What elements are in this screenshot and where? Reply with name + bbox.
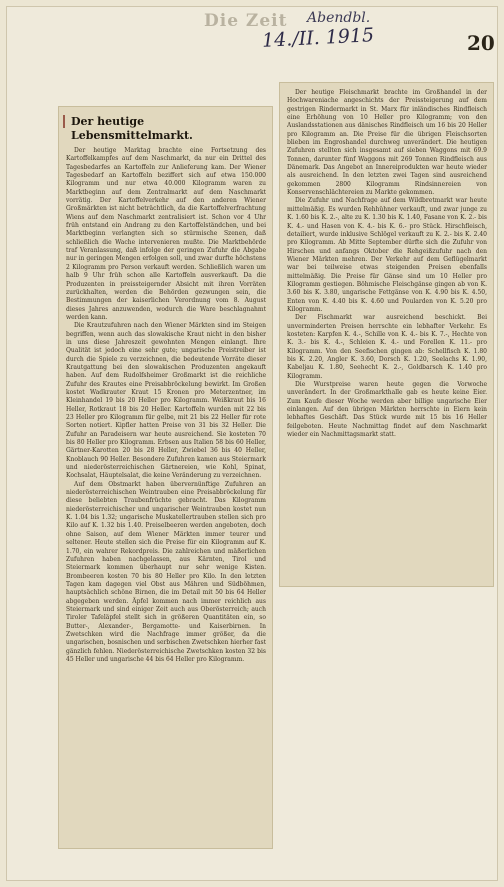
paragraph-vegetable-market: Die Krautzufuhren nach den Wiener Märkten sind im Steigen begriffen, wenn auch das slowakische Kraut nicht in den bisher in uns diese Jahreszeit gewohnten Mengen einlangt. Ihre Qualität ist jedoch eine sehr gute; ungarische Preistreiber ist durch die Spiele zu verzeichnen, die bedeutende Vorräte dieser Krautgattung bei den slowakischen Produzenten angekauft haben. Auf dem Rudolfsheimer Großmarkt ist die reichliche Zufuhr des Krautes eine Preisabbröckelung bewirkt. Im Großen kostet Wadkrauter Kraut 15 Kronen pro Meterzentner, im Kleinhandel 19 bis 20 Heller pro Kilogramm. Weißkraut bis 16 Heller, Rotkraut 18 bis 20 Heller. Kartoffeln wurden mit 22 bis 23 Heller pro Kilogramm für gelbe, mit 21 bis 22 Heller für rote Sorten notiert. Kipfler hatten Preise von 31 bis 32 Heller. Die Zufuhr an Paradeisern war heute ausreichend. Sie kosteten 70 bis 80 Heller pro Kilogramm. Erbsen aus Italien 58 bis 60 Heller, Gärtner-Karotten 20 bis 28 Heller, Zwiebel 36 bis 40 Heller, Knoblauch 90 Heller. Besondere Zufuhren kamen aus Steiermark und niederösterreichischen Gärtnereien, wie Kohl, Spinat, Kochsalat, Häuptelsalat, die keine Veränderung zu verzeichnen. — [66, 322, 266, 480]
paragraph-fruit-market: Auf dem Obstmarkt haben übervernünftige Zufuhren an niederösterreichischen Weintrauben eine Preisabbröckelung für diese beliebten Traubenfrüchte gebracht. Das Kilogramm niederösterreichischer und ungarischer Weintrauben kostet nun K. 1.04 bis 1.32; ungarische Muskatellertrauben stellen sich pro Kilo auf K. 1.32 bis 1.40. Preiselbeeren werden angeboten, doch ohne Saison, auf dem Wiener Märkten immer teurer und seltener. Heute stellen sich die Preise für ein Kilogramm auf K. 1.70, ein wahrer Rekordpreis. Die zahlreichen und mäßerlichen Zufuhren haben nachgelassen, aus Kärnten, Tirol und Steiermark kommen überhaupt nur sehr wenige Kisten. Brombeeren kosten 70 bis 80 Heller pro Kilo. In den letzten Tagen kam dagegen viel Obst aus Mähren und Südböhmen, hauptsächlich schöne Birnen, die im Detail mit 50 bis 64 Heller abgegeben werden. Äpfel kommen nach immer reichlich aus Steiermark und sind einiger Zeit auch aus Oberösterreich; auch Tiroler Tafeläpfel stellt sich in größeren Quantitäten ein, so Butter-, Alexander-, Bergamotte- und Kaiserbirnen. In Zwetschken wird die Nachfrage immer größer, da die ungarischen, bosnischen und serbischen Zwetschken hierher fast gänzlich fehlen. Niederösterreichische Zwetschken kosten 32 bis 45 Heller und ungarische 44 bis 64 Heller pro Kilogramm. — [66, 480, 266, 663]
paragraph-game-poultry-market: Die Zufuhr und Nachfrage auf dem Wildbretmarkt war heute mittelmäßig. Es wurden Rehhühner verkauft, und zwar junge zu K. 1.60 bis K. 2.-, alte zu K. 1.30 bis K. 1.40, Fasane von K. 2.- bis K. 4.- und Hasen von K. 4.- bis K. 6.- pro Stück. Hirschfleisch, detailiert, wurde inklusive Schlögel verkauft zu K. 2.- bis K. 2.40 pro Kilogramm. Ab Mitte September dürfte sich die Zufuhr von Hirschen und anfangs Oktober die Rehgeißzufuhr nach den Wiener Märkten mehren. Der Verkehr auf dem Geflügelmarkt war bei teilweise etwas steigenden Preisen ebenfalls mittelmäßig. Die Preise für Gänse sind um 10 Heller pro Kilogramm gestiegen. Böhmische Fleischgänse gingen ab von K. 3.60 bis K. 3.80, ungarische Fettgänse von K. 4.90 bis K. 4.50, Enten von K. 4.40 bis K. 4.60 und Poularden von K. 5.20 pro Kilogramm. — [287, 197, 487, 313]
clipping-right-column — [280, 83, 493, 586]
handwritten-date: 14./II. 1915 — [261, 24, 375, 52]
paragraph-potato-market: Der heutige Marktag brachte eine Fortsetzung des Kartoffelkampfes auf dem Naschmarkt, da nur ein Drittel des Tagesbedarfes an Kartoffeln zur Anlieferung kam. Der Wiener Tagesbedarf an Kartoffeln beziffert sich auf etwa 150.000 Kilogramm und nur etwa 40.000 Kilogramm waren zu Marktbeginn auf dem Zentralmarkt auf dem Naschmarkt vorrätig. Der Kartoffelverkehr auf den anderen Wiener Großmärkten ist nicht beträchtlich, da die Kartoffelverfrachtung Wiens auf dem Naschmarkt zentralisiert ist. Schon vor 4 Uhr früh entstand ein Andrang zu den Kartoffelständchen, und bei Marktbeginn verlangten sich so stürmische Szenen, daß schließlich die Wache intervenieren mußte. Die Marktbehörde traf Veranlassung, daß infolge der geringen Zufuhr die Abgabe nur in geringen Mengen erfolgen soll, und zwar durfte höchstens 2 Kilogramm pro Person verkauft werden. Schließlich waren um halb 9 Uhr früh schon alle Kartoffeln ausverkauft. Da die Produzenten in preissteigernder Absicht mit ihren Vorräten zurückhalten, werden die Behörden gezwungen sein, die Bestimmungen der kaiserlichen Verordnung vom 8. August dieses Jahres anzuwenden, wodurch die Ware beschlagnahmt werden kann. — [66, 147, 266, 321]
paragraph-fish-market: Der Fischmarkt war ausreichend beschickt. Bei unverminderten Preisen herrschte ein lebhafter Verkehr. Es kosteten: Karpfen K. 4.-, Schille von K. 4.- bis K. 7.-, Hechte von K. 3.- bis K. 4.-, Schleien K. 4.- und Forellen K. 11.- pro Kilogramm. Von den Seefischen gingen ab: Schellfisch K. 1.80 bis K. 2.20, Angler K. 3.60, Dorsch K. 1.20, Seelachs K. 1.90, Kabeljau K. 1.80, Seehecht K. 2.-, Goldbarsch K. 1.40 pro Kilogramm. — [287, 314, 487, 380]
article-body-left — [59, 147, 272, 664]
article-body-right — [280, 83, 493, 439]
page-number: 20 — [467, 31, 495, 55]
paragraph-sausage-eggs: Die Wurstpreise waren heute gegen die Vorwoche unverändert. In der Großmarkthalle gab es heute keine Eier. Zum Kaufe dieser Woche werden aber billige ungarische Eier einlangen. Auf den übrigen Märkten herrschte in Eiern kein lebhaftes Geschäft. Das Stück wurde mit 15 bis 16 Heller feilgeboten. Heute Nachmittag findet auf dem Naschmarkt wieder ein Nachmittagsmarkt statt. — [287, 381, 487, 439]
handwritten-edition-note: Abendbl. — [307, 10, 371, 26]
article-title: Der heutige Lebensmittelmarkt. — [59, 107, 272, 147]
paragraph-meat-market: Der heutige Fleischmarkt brachte im Großhandel in der Hochwareniache angeschichts der Preissteigerung auf dem gestrigen Rindermarkt in St. Marx für inländisches Rindfleisch eine Erhöhung von 10 Heller pro Kilogramm; von den Auslandsstationen aus dänisches Rindfleisch um 16 bis 20 Heller pro Kilogramm an. Die Preise für die übrigen Fleischsorten blieben im Engroshandel durchweg unverändert. Die heutigen Zufuhren stellten sich insgesamt auf sieben Waggons mit 69.9 Tonnen, darunter fünf Waggons mit 269 Tonnen Rindfleisch aus Dänemark. Das Angebot an Innereiprodukten war heute wieder als ausreichend. In den letzten zwei Tagen sind ausreichend gekommen 2800 Kilogramm Rindsinnereien von Konservenschlächtereien zu Markte gekommen. — [287, 89, 487, 197]
clipping-left-column — [59, 107, 272, 848]
newspaper-masthead: Die Zeit — [204, 11, 288, 31]
